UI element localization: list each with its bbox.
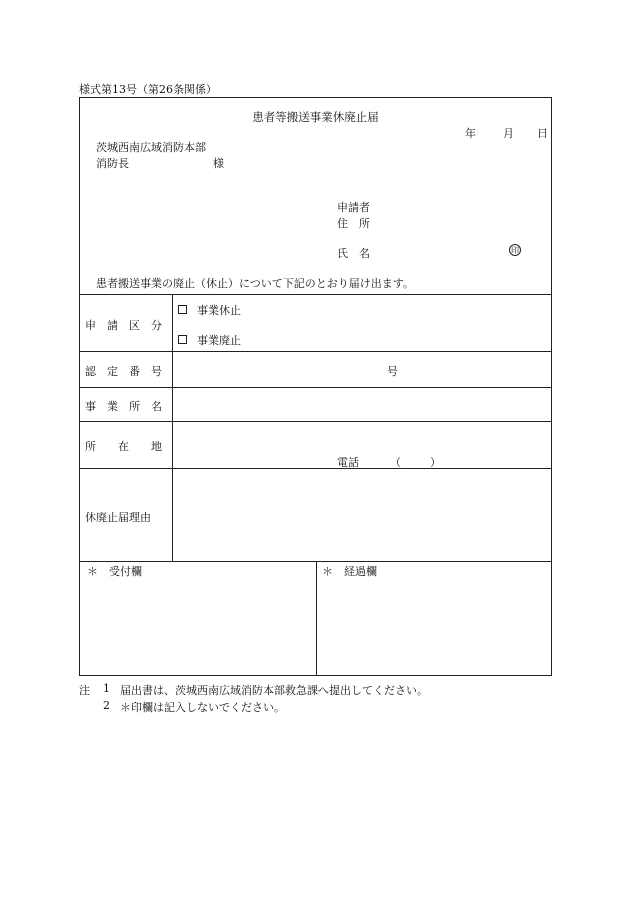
form-code: 様式第13号（第26条関係） [79,83,217,96]
phone-label: 電話 [337,456,359,469]
address-label: 住 所 [337,217,370,230]
row-divider [79,421,552,422]
cert-number-label: 認 定 番 号 [85,365,162,378]
notes-prefix: 注 [79,684,90,697]
option-suspend: 事業休止 [197,304,241,317]
row-divider [79,387,552,388]
label-column-divider [172,294,173,561]
row-divider [79,468,552,469]
checkbox-abolish[interactable] [178,335,187,344]
cert-number-suffix: 号 [387,365,398,378]
addressee-title: 消防長 [96,157,129,170]
phone-close-paren: ） [430,456,441,469]
office-name-label: 事 業 所 名 [85,400,162,413]
location-label: 所 在 地 [85,440,162,453]
note-2-num: 2 [103,699,110,712]
phone-open-paren: （ [390,456,401,469]
seal-mark-icon: 印 [511,246,519,255]
row-divider [79,294,552,295]
row-divider [79,351,552,352]
form-title: 患者等搬送事業休廃止届 [252,110,379,124]
progress-label: ＊ 経過欄 [322,565,377,578]
addressee-org: 茨城西南広域消防本部 [96,141,206,154]
checkbox-suspend[interactable] [178,305,187,314]
bottom-column-divider [316,561,317,676]
reason-label: 休廃止届理由 [85,511,151,524]
name-label: 氏 名 [337,247,370,260]
statement-text: 患者搬送事業の廃止（休止）について下記のとおり届け出ます。 [96,277,414,290]
note-1-text: 届出書は、茨城西南広域消防本部救急課へ提出してください。 [120,684,428,697]
date-day: 日 [537,127,548,140]
option-abolish: 事業廃止 [197,334,241,347]
date-year: 年 [465,127,476,140]
note-1-num: 1 [103,682,110,695]
reception-label: ＊ 受付欄 [87,565,142,578]
date-month: 月 [503,127,514,140]
applicant-label: 申請者 [337,201,370,214]
application-type-label: 申 請 区 分 [85,319,162,332]
addressee-honorific: 様 [213,157,224,170]
note-2-text: ＊印欄は記入しないでください。 [120,701,285,714]
